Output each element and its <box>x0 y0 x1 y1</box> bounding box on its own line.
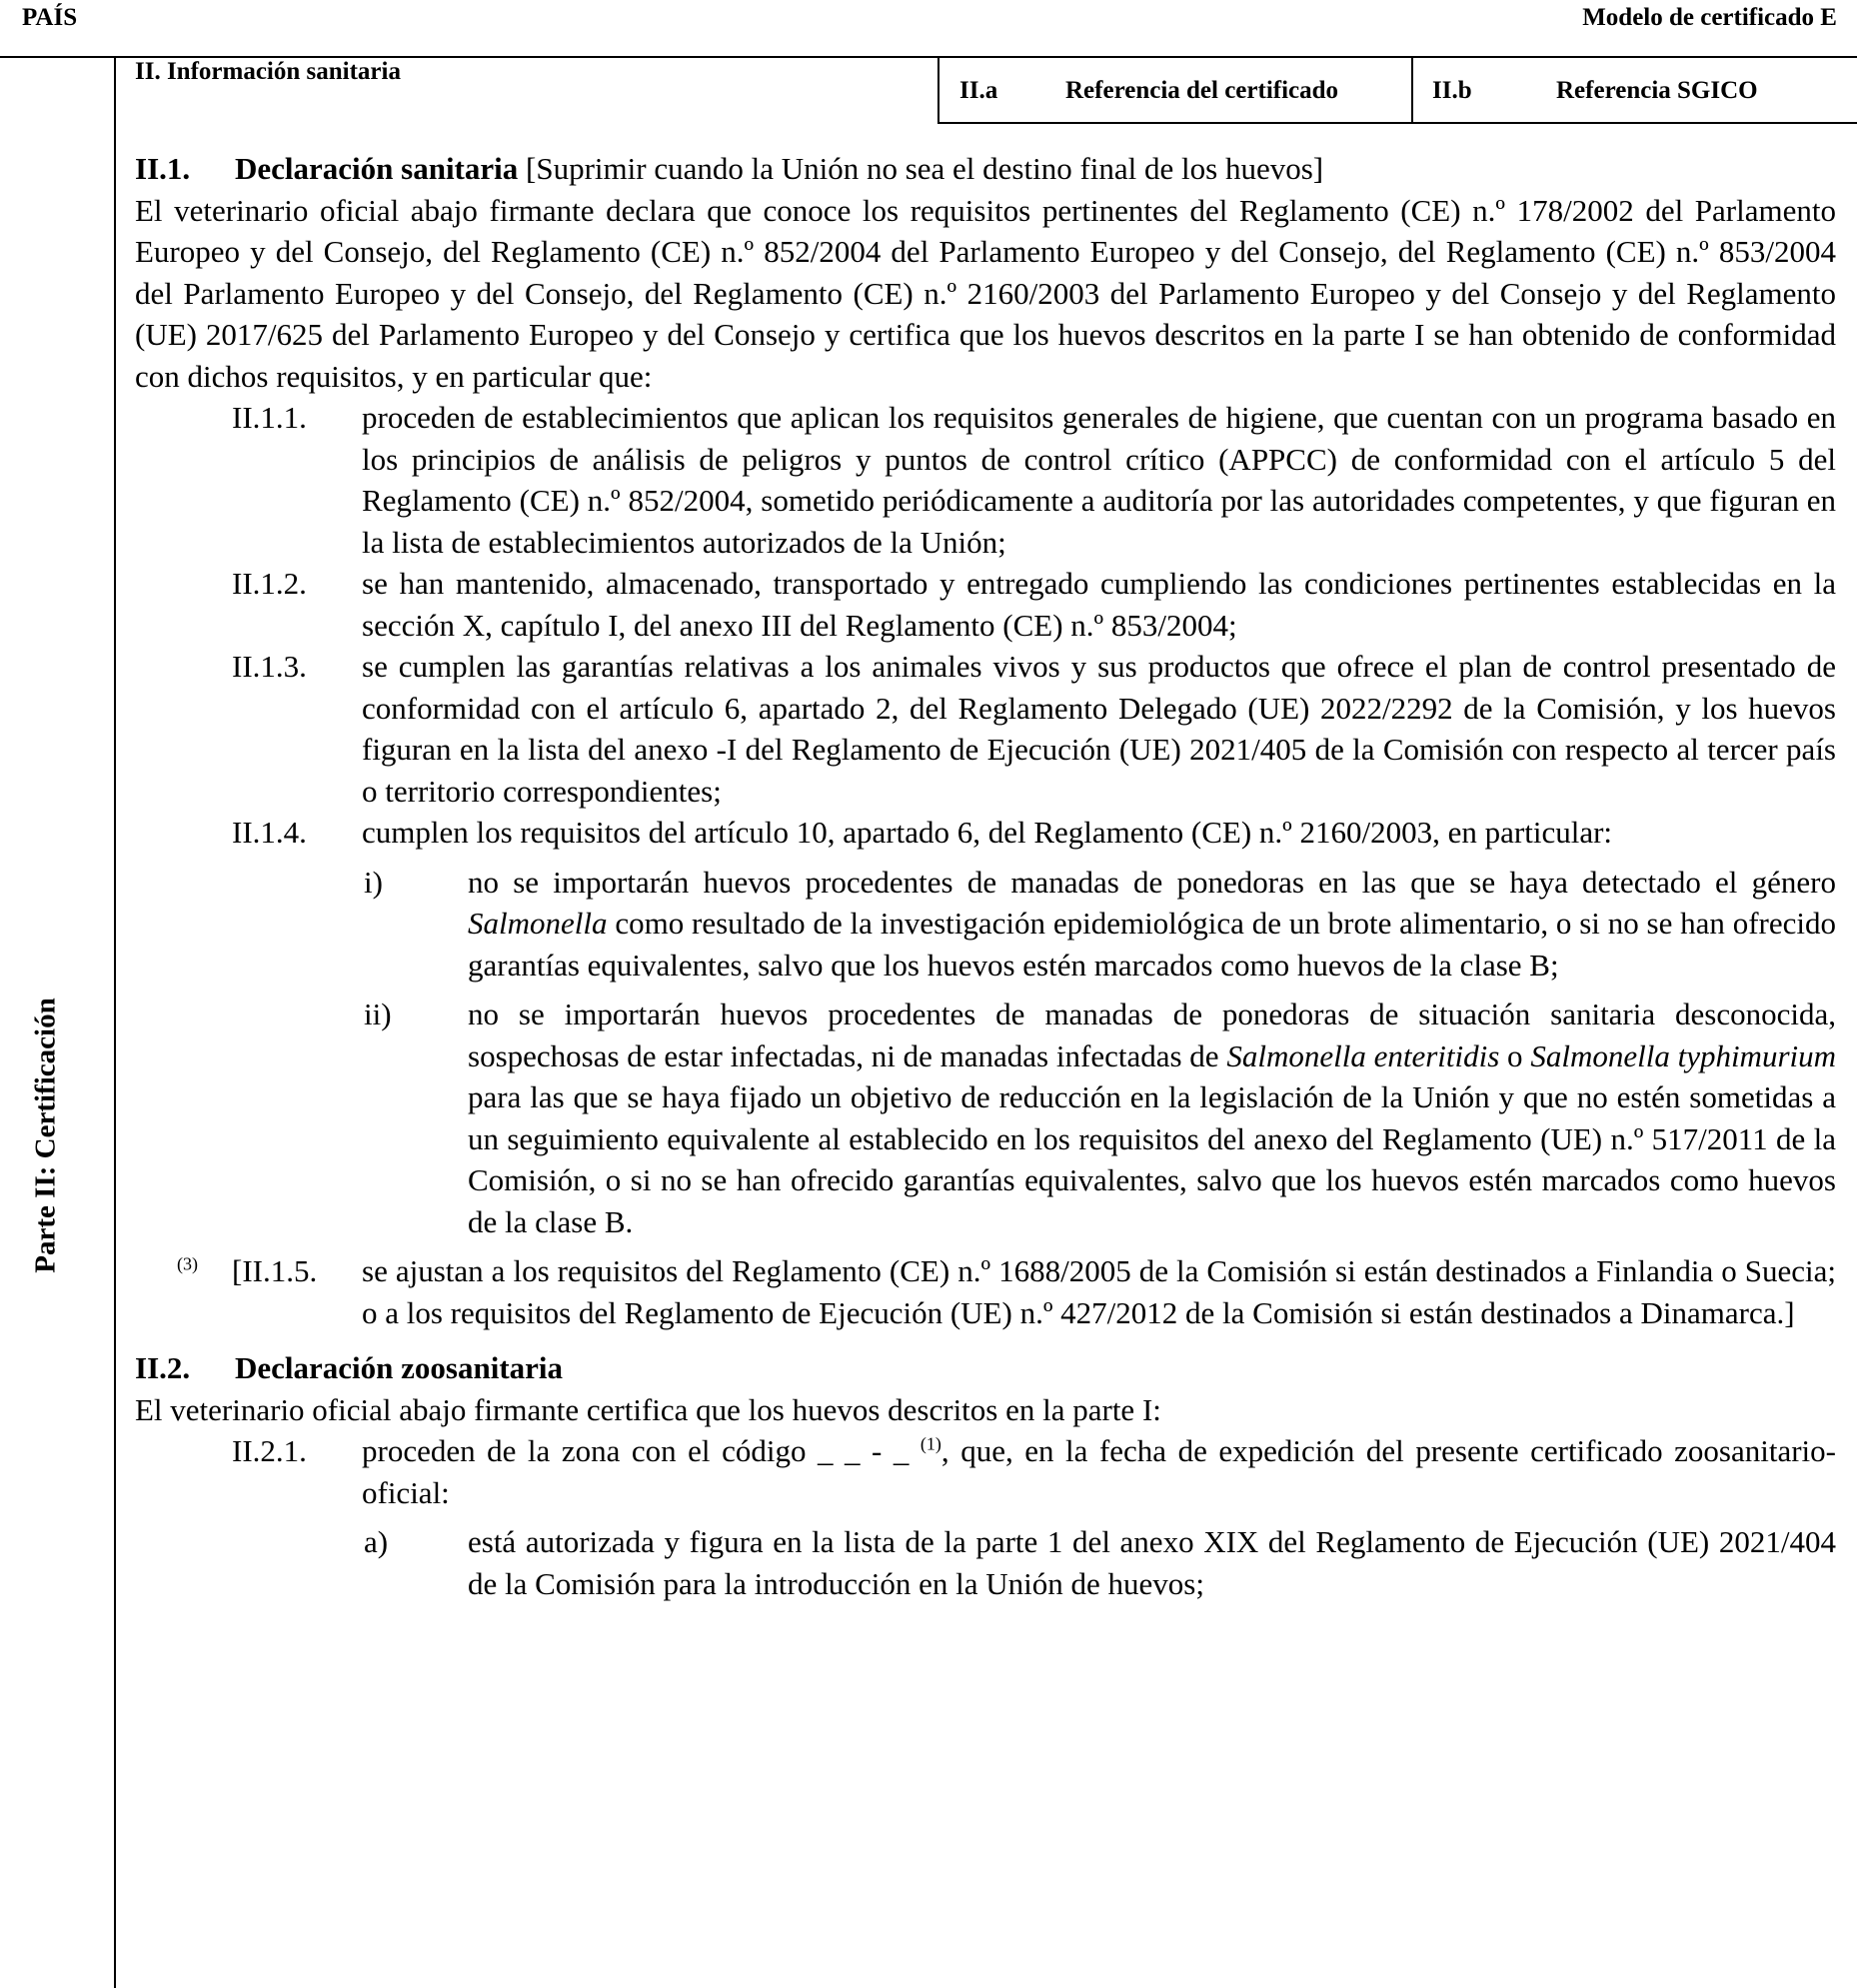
health-declaration-intro: El veterinario oficial abajo firmante declara que conoce los requisitos pertinentes del Reglamento (CE) n.º 178/2002 del Parlamento Europeo y del Consejo, del Reglamento (CE) n.º 852/2004 del Parlamento Europeo y del Consejo, del Reglamento (CE) n.º 853/2004 del Parlamento Europeo y del Consejo, del Reglamento (CE) n.º 2160/2003 del Parlamento Europeo y del Consejo y del Reglamento (UE) 2017/625 del Parlamento Europeo y del Consejo y certifica que los huevos descritos en la parte I se han obtenido de conformidad con dichos requisitos, y en particular que: <box>135 192 1836 394</box>
side-column-rule <box>114 56 116 1988</box>
animal-health-heading <box>135 1347 1836 1389</box>
ref-b-label: Referencia SGICO <box>1556 77 1758 104</box>
heading-title: Declaración zoosanitaria <box>235 1350 564 1385</box>
animal-health-intro: El veterinario oficial abajo firmante certifica que los huevos descritos en la parte I: <box>135 1391 1161 1427</box>
heading-title: Declaración sanitaria <box>235 151 519 186</box>
clause-ii-1-1 <box>135 397 1836 563</box>
clause-text: cumplen los requisitos del artículo 10, apartado 6, del Reglamento (CE) n.º 2160/2003, en particular: <box>362 815 1613 850</box>
part-label: Parte II: Certificación <box>29 997 62 1273</box>
subclause-text: no se importarán huevos procedentes de manadas de ponedoras de situación sanitaria desconocida, sospechosas de estar infectadas, ni de manadas infectadas de Salmonella enteritidis o Salmonella typhimurium para las que se haya fijado un objetivo de reducción en la legislación de la Unión y que no estén sometidas a un seguimiento equivalente al establecido en los requisitos del anexo del Reglamento (UE) n.º 517/2011 de la Comisión, o si no se han ofrecido garantías equivalentes, salvo que los huevos estén marcados como huevos de la clase B. <box>468 996 1837 1239</box>
reference-box <box>937 56 1857 124</box>
footnote-ref: (1) <box>920 1433 941 1454</box>
side-column <box>0 56 114 1988</box>
clause-ii-1-2 <box>135 563 1836 646</box>
heading-note: [Suprimir cuando la Unión no sea el destino final de los huevos] <box>518 151 1324 186</box>
italic-term: Salmonella <box>468 906 608 941</box>
subclause-i <box>135 862 1836 987</box>
subclause-number: ii) <box>364 996 392 1031</box>
subclause-number: i) <box>364 864 383 900</box>
clause-ii-1-5 <box>135 1250 1836 1333</box>
ref-a-code: II.a <box>959 77 998 104</box>
subclause-a <box>135 1521 1836 1604</box>
subclause-text: está autorizada y figura en la lista de la parte 1 del anexo XIX del Reglamento de Ejecución (UE) 2021/404 de la Comisión para la introducción en la Unión de huevos; <box>468 1524 1836 1601</box>
heading-code: II.2. <box>135 1350 191 1385</box>
footnote-ref: (3) <box>177 1253 198 1274</box>
italic-term: Salmonella enteritidis <box>1226 1037 1500 1073</box>
clause-number: II.2.1. <box>232 1433 307 1468</box>
clause-text: proceden de la zona con el código _ _ - _ $^{(1)}$, que, en la fecha de expedición del presente certificado zoosanitario-oficial: <box>362 1433 1836 1510</box>
ref-b-code: II.b <box>1432 77 1472 104</box>
clause-number: II.1.4. <box>232 815 307 850</box>
clause-number: II.1.2. <box>232 566 307 601</box>
country-label: PAÍS <box>22 4 78 31</box>
clause-ii-1-4 <box>135 812 1836 854</box>
italic-term: Salmonella typhimurium <box>1530 1037 1837 1073</box>
ref-a-label: Referencia del certificado <box>1065 77 1339 104</box>
clause-number: II.1.3. <box>232 649 307 684</box>
clause-ii-1-3 <box>135 646 1836 812</box>
health-declaration-heading <box>135 148 1836 190</box>
clause-ii-2-1 <box>135 1430 1836 1513</box>
heading-code: II.1. <box>135 151 191 186</box>
ref-divider <box>1411 56 1413 122</box>
certificate-model-label: Modelo de certificado E <box>1582 4 1837 31</box>
clause-text: se ajustan a los requisitos del Reglamento (CE) n.º 1688/2005 de la Comisión si están destinados a Finlandia o Suecia; o a los requisitos del Reglamento de Ejecución (UE) n.º 427/2012 de la Comisión si están destinados a Dinamarca.] <box>362 1253 1836 1330</box>
subclause-ii <box>135 994 1836 1242</box>
section-title: II. Información sanitaria <box>135 58 401 85</box>
clause-number: II.1.1. <box>232 400 307 435</box>
subclause-text: no se importarán huevos procedentes de manadas de ponedoras en las que se haya detectado el género Salmonella como resultado de la investigación epidemiológica de un brote alimentario, o si no se han ofrecido garantías equivalentes, salvo que los huevos estén marcados como huevos de la clase B; <box>468 864 1836 983</box>
clause-text: se cumplen las garantías relativas a los animales vivos y sus productos que ofrece el plan de control presentado de conformidad con el artículo 6, apartado 2, del Reglamento Delegado (UE) 2022/2292 de la Comisión, y los huevos figuran en la lista del anexo -I del Reglamento de Ejecución (UE) 2021/405 de la Comisión con respecto al tercer país o territorio correspondientes; <box>362 649 1836 809</box>
subclause-number: a) <box>364 1524 389 1559</box>
clause-text: se han mantenido, almacenado, transportado y entregado cumpliendo las condiciones pertinentes establecidas en la sección X, capítulo I, del anexo III del Reglamento (CE) n.º 853/2004; <box>362 566 1836 643</box>
clause-text: proceden de establecimientos que aplican los requisitos generales de higiene, que cuentan con un programa basado en los principios de análisis de peligros y puntos de control crítico (APPCC) de conformidad con el artículo 5 del Reglamento (CE) n.º 852/2004, sometido periódicamente a auditoría por las autoridades competentes, y que figuran en la lista de establecimientos autorizados de la Unión; <box>362 400 1836 560</box>
clause-number: [II.1.5. <box>232 1253 318 1288</box>
certificate-body <box>135 148 1836 1604</box>
